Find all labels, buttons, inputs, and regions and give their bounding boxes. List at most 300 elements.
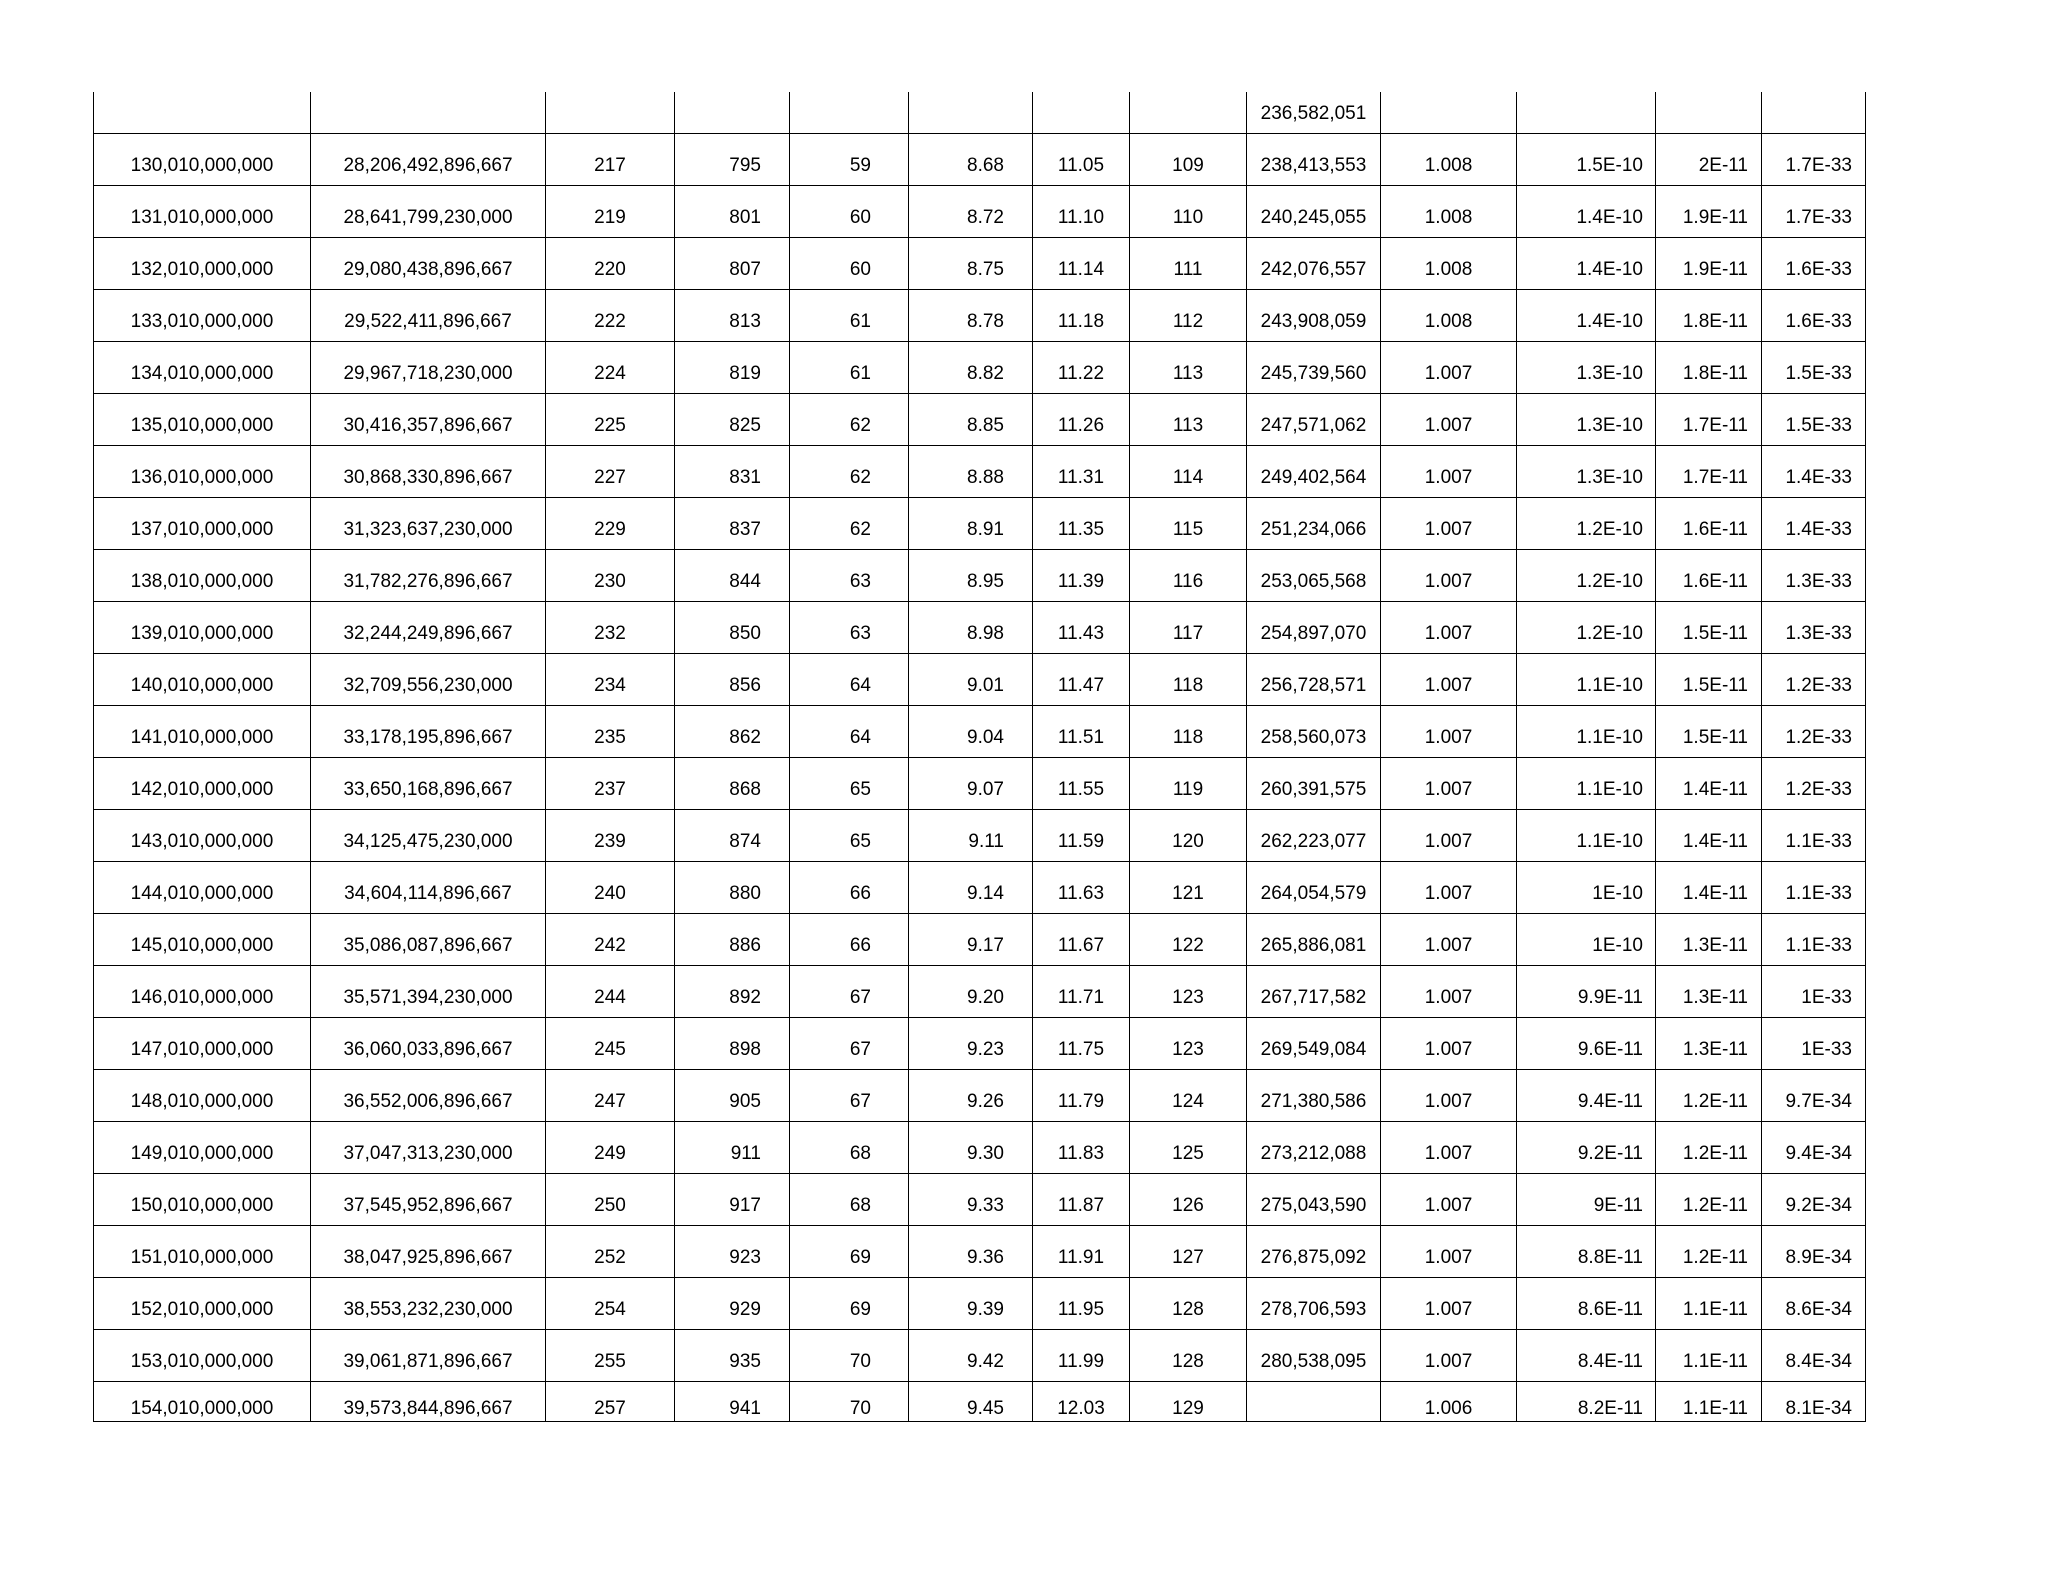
table-cell: 132,010,000,000: [94, 237, 311, 289]
table-cell: 8.91: [909, 497, 1033, 549]
table-cell: 911: [675, 1121, 790, 1173]
table-cell: [1033, 92, 1130, 133]
table-cell: 1.2E-11: [1656, 1173, 1762, 1225]
table-cell: 142,010,000,000: [94, 757, 311, 809]
table-cell: 243,908,059: [1247, 289, 1381, 341]
table-cell: 8.88: [909, 445, 1033, 497]
table-cell: 1.1E-10: [1517, 809, 1656, 861]
table-cell: 253,065,568: [1247, 549, 1381, 601]
table-cell: 276,875,092: [1247, 1225, 1381, 1277]
table-cell: 245: [546, 1017, 675, 1069]
table-cell: 130,010,000,000: [94, 133, 311, 185]
table-cell: 1.6E-33: [1762, 237, 1866, 289]
table-cell: 11.99: [1033, 1329, 1130, 1381]
table-cell: 67: [790, 965, 909, 1017]
table-cell: 121: [1130, 861, 1247, 913]
table-cell: 247: [546, 1069, 675, 1121]
table-cell: 8.95: [909, 549, 1033, 601]
table-row: [94, 861, 1866, 913]
table-cell: 70: [790, 1329, 909, 1381]
table-cell: 1.007: [1381, 1277, 1517, 1329]
table-cell: 38,553,232,230,000: [311, 1277, 546, 1329]
table-cell: 152,010,000,000: [94, 1277, 311, 1329]
table-cell: 247,571,062: [1247, 393, 1381, 445]
table-cell: 271,380,586: [1247, 1069, 1381, 1121]
table-cell: 1.7E-33: [1762, 185, 1866, 237]
table-cell: 35,086,087,896,667: [311, 913, 546, 965]
table-cell: 135,010,000,000: [94, 393, 311, 445]
table-cell: 8.75: [909, 237, 1033, 289]
table-cell: 11.63: [1033, 861, 1130, 913]
table-cell: 137,010,000,000: [94, 497, 311, 549]
table-cell: 1.4E-10: [1517, 289, 1656, 341]
table-cell: 229: [546, 497, 675, 549]
table-cell: 9.11: [909, 809, 1033, 861]
table-cell: [1656, 92, 1762, 133]
table-cell: 11.05: [1033, 133, 1130, 185]
table-cell: 34,604,114,896,667: [311, 861, 546, 913]
table-cell: 217: [546, 133, 675, 185]
table-cell: 1.6E-33: [1762, 289, 1866, 341]
table-cell: 1.3E-33: [1762, 601, 1866, 653]
table-row: [94, 1017, 1866, 1069]
table-cell: 1.2E-11: [1656, 1069, 1762, 1121]
table-cell: 146,010,000,000: [94, 965, 311, 1017]
table-cell: 9.26: [909, 1069, 1033, 1121]
table-cell: 140,010,000,000: [94, 653, 311, 705]
table-cell: 1.007: [1381, 445, 1517, 497]
table-cell: 31,782,276,896,667: [311, 549, 546, 601]
table-cell: 143,010,000,000: [94, 809, 311, 861]
table-cell: 144,010,000,000: [94, 861, 311, 913]
table-cell: 254: [546, 1277, 675, 1329]
table-cell: 62: [790, 393, 909, 445]
table-cell: 131,010,000,000: [94, 185, 311, 237]
table-cell: 868: [675, 757, 790, 809]
table-cell: [546, 92, 675, 133]
table-cell: 9.14: [909, 861, 1033, 913]
table-cell: 32,244,249,896,667: [311, 601, 546, 653]
table-cell: 1.3E-10: [1517, 445, 1656, 497]
table-cell: 1.7E-11: [1656, 393, 1762, 445]
table-cell: 795: [675, 133, 790, 185]
table-cell: 1.2E-11: [1656, 1225, 1762, 1277]
table-cell: 11.67: [1033, 913, 1130, 965]
table-cell: 819: [675, 341, 790, 393]
table-cell: 67: [790, 1069, 909, 1121]
table-cell: 64: [790, 653, 909, 705]
table-cell: 62: [790, 497, 909, 549]
table-cell: 33,650,168,896,667: [311, 757, 546, 809]
table-cell: 36,060,033,896,667: [311, 1017, 546, 1069]
data-table: [93, 92, 1866, 1422]
table-cell: 37,545,952,896,667: [311, 1173, 546, 1225]
table-cell: 1E-10: [1517, 861, 1656, 913]
table-cell: 1.007: [1381, 393, 1517, 445]
table-cell: 127: [1130, 1225, 1247, 1277]
table-cell: 1.9E-11: [1656, 185, 1762, 237]
table-row: [94, 289, 1866, 341]
table-cell: 892: [675, 965, 790, 1017]
table-cell: 69: [790, 1225, 909, 1277]
table-cell: 1.007: [1381, 549, 1517, 601]
table-cell: 240: [546, 861, 675, 913]
table-cell: 1.5E-10: [1517, 133, 1656, 185]
table-cell: 118: [1130, 653, 1247, 705]
table-cell: 114: [1130, 445, 1247, 497]
table-row: [94, 133, 1866, 185]
table-cell: 11.59: [1033, 809, 1130, 861]
table-cell: 9.4E-11: [1517, 1069, 1656, 1121]
table-cell: 69: [790, 1277, 909, 1329]
table-cell: 30,868,330,896,667: [311, 445, 546, 497]
table-cell: 1.6E-11: [1656, 549, 1762, 601]
table-cell: 234: [546, 653, 675, 705]
table-cell: 1.008: [1381, 237, 1517, 289]
table-cell: 8.1E-34: [1762, 1381, 1866, 1421]
table-cell: 9.17: [909, 913, 1033, 965]
table-cell: 11.75: [1033, 1017, 1130, 1069]
table-cell: 1.4E-11: [1656, 809, 1762, 861]
table-cell: 68: [790, 1121, 909, 1173]
table-cell: 63: [790, 549, 909, 601]
table-cell: 133,010,000,000: [94, 289, 311, 341]
table-row: [94, 549, 1866, 601]
table-cell: 225: [546, 393, 675, 445]
table-cell: 1.1E-10: [1517, 705, 1656, 757]
table-cell: [909, 92, 1033, 133]
table-cell: 149,010,000,000: [94, 1121, 311, 1173]
table-row: [94, 185, 1866, 237]
table-cell: [790, 92, 909, 133]
table-cell: 249: [546, 1121, 675, 1173]
table-cell: 36,552,006,896,667: [311, 1069, 546, 1121]
table-cell: 255: [546, 1329, 675, 1381]
table-cell: 837: [675, 497, 790, 549]
table-row: [94, 913, 1866, 965]
table-cell: [1762, 92, 1866, 133]
table-cell: 1.007: [1381, 965, 1517, 1017]
table-cell: 280,538,095: [1247, 1329, 1381, 1381]
table-row: [94, 1277, 1866, 1329]
table-cell: 1.3E-11: [1656, 1017, 1762, 1069]
table-cell: 801: [675, 185, 790, 237]
table-cell: [1130, 92, 1247, 133]
table-cell: 1.9E-11: [1656, 237, 1762, 289]
table-cell: 267,717,582: [1247, 965, 1381, 1017]
table-body: [94, 92, 1866, 1421]
table-cell: 825: [675, 393, 790, 445]
table-cell: 1.008: [1381, 185, 1517, 237]
table-cell: 39,061,871,896,667: [311, 1329, 546, 1381]
table-cell: 1.007: [1381, 757, 1517, 809]
table-cell: 1.1E-33: [1762, 861, 1866, 913]
table-cell: 39,573,844,896,667: [311, 1381, 546, 1421]
table-cell: 11.43: [1033, 601, 1130, 653]
table-cell: 844: [675, 549, 790, 601]
table-cell: 807: [675, 237, 790, 289]
table-cell: [311, 92, 546, 133]
table-cell: 113: [1130, 341, 1247, 393]
table-cell: 9.36: [909, 1225, 1033, 1277]
table-cell: 905: [675, 1069, 790, 1121]
table-cell: 115: [1130, 497, 1247, 549]
table-cell: 1.4E-10: [1517, 237, 1656, 289]
table-cell: 111: [1130, 237, 1247, 289]
table-cell: 1.4E-11: [1656, 757, 1762, 809]
table-cell: 9.42: [909, 1329, 1033, 1381]
table-row: [94, 1225, 1866, 1277]
table-cell: 154,010,000,000: [94, 1381, 311, 1421]
table-cell: 8.85: [909, 393, 1033, 445]
table-cell: 8.9E-34: [1762, 1225, 1866, 1277]
table-cell: 148,010,000,000: [94, 1069, 311, 1121]
table-cell: 1.2E-10: [1517, 497, 1656, 549]
table-cell: 11.39: [1033, 549, 1130, 601]
table-cell: 120: [1130, 809, 1247, 861]
table-cell: 11.35: [1033, 497, 1130, 549]
table-cell: 8.2E-11: [1517, 1381, 1656, 1421]
table-row: [94, 237, 1866, 289]
table-cell: 1.2E-33: [1762, 653, 1866, 705]
table-cell: 1.008: [1381, 133, 1517, 185]
table-cell: 29,967,718,230,000: [311, 341, 546, 393]
table-cell: 122: [1130, 913, 1247, 965]
table-cell: 856: [675, 653, 790, 705]
table-cell: 1.007: [1381, 1173, 1517, 1225]
table-cell: 265,886,081: [1247, 913, 1381, 965]
table-cell: 275,043,590: [1247, 1173, 1381, 1225]
table-cell: 123: [1130, 965, 1247, 1017]
table-cell: 63: [790, 601, 909, 653]
table-cell: 8.8E-11: [1517, 1225, 1656, 1277]
table-row: [94, 1329, 1866, 1381]
table-cell: 1.8E-11: [1656, 289, 1762, 341]
table-cell: [94, 92, 311, 133]
table-cell: 8.98: [909, 601, 1033, 653]
table-cell: 1.007: [1381, 341, 1517, 393]
table-cell: 11.95: [1033, 1277, 1130, 1329]
table-row: [94, 92, 1866, 133]
table-row: [94, 965, 1866, 1017]
table-cell: 224: [546, 341, 675, 393]
table-cell: 66: [790, 861, 909, 913]
table-cell: 139,010,000,000: [94, 601, 311, 653]
table-cell: 128: [1130, 1277, 1247, 1329]
table-cell: 1.1E-10: [1517, 653, 1656, 705]
table-cell: 8.6E-11: [1517, 1277, 1656, 1329]
table-cell: 66: [790, 913, 909, 965]
table-cell: 147,010,000,000: [94, 1017, 311, 1069]
table-row: [94, 341, 1866, 393]
table-cell: [1517, 92, 1656, 133]
table-cell: 1.2E-11: [1656, 1121, 1762, 1173]
table-cell: 112: [1130, 289, 1247, 341]
table-cell: 252: [546, 1225, 675, 1277]
table-cell: 1.4E-11: [1656, 861, 1762, 913]
table-cell: 60: [790, 185, 909, 237]
table-row: [94, 653, 1866, 705]
table-cell: 68: [790, 1173, 909, 1225]
table-cell: 129: [1130, 1381, 1247, 1421]
table-cell: 9.30: [909, 1121, 1033, 1173]
table-cell: 1.3E-11: [1656, 965, 1762, 1017]
table-cell: 8.82: [909, 341, 1033, 393]
table-cell: 1.5E-11: [1656, 653, 1762, 705]
table-cell: 220: [546, 237, 675, 289]
table-cell: [1381, 92, 1517, 133]
table-cell: 813: [675, 289, 790, 341]
table-cell: 9.33: [909, 1173, 1033, 1225]
table-cell: 1.4E-33: [1762, 445, 1866, 497]
table-cell: 245,739,560: [1247, 341, 1381, 393]
table-cell: 238,413,553: [1247, 133, 1381, 185]
table-cell: 9E-11: [1517, 1173, 1656, 1225]
table-cell: 28,641,799,230,000: [311, 185, 546, 237]
table-cell: 1.1E-33: [1762, 809, 1866, 861]
table-row: [94, 445, 1866, 497]
table-cell: 1.007: [1381, 913, 1517, 965]
table-cell: 30,416,357,896,667: [311, 393, 546, 445]
table-cell: 222: [546, 289, 675, 341]
table-cell: 232: [546, 601, 675, 653]
table-cell: 1.1E-10: [1517, 757, 1656, 809]
table-cell: 929: [675, 1277, 790, 1329]
table-cell: 8.78: [909, 289, 1033, 341]
table-cell: 237: [546, 757, 675, 809]
table-cell: 257: [546, 1381, 675, 1421]
table-cell: 153,010,000,000: [94, 1329, 311, 1381]
table-cell: 249,402,564: [1247, 445, 1381, 497]
table-cell: [675, 92, 790, 133]
table-cell: 1.1E-11: [1656, 1277, 1762, 1329]
table-cell: 11.14: [1033, 237, 1130, 289]
table-cell: 236,582,051: [1247, 92, 1381, 133]
table-cell: 9.2E-34: [1762, 1173, 1866, 1225]
table-cell: 1.2E-33: [1762, 757, 1866, 809]
table-cell: 33,178,195,896,667: [311, 705, 546, 757]
table-cell: 1.007: [1381, 497, 1517, 549]
table-cell: 67: [790, 1017, 909, 1069]
table-cell: 9.04: [909, 705, 1033, 757]
table-cell: 1.3E-10: [1517, 393, 1656, 445]
table-cell: 9.20: [909, 965, 1033, 1017]
table-cell: 250: [546, 1173, 675, 1225]
table-cell: 9.2E-11: [1517, 1121, 1656, 1173]
table-cell: 244: [546, 965, 675, 1017]
table-cell: 11.47: [1033, 653, 1130, 705]
table-cell: 264,054,579: [1247, 861, 1381, 913]
table-cell: 242,076,557: [1247, 237, 1381, 289]
table-cell: 9.9E-11: [1517, 965, 1656, 1017]
table-row: [94, 393, 1866, 445]
table-cell: 1.007: [1381, 1069, 1517, 1121]
table-cell: 1.5E-11: [1656, 601, 1762, 653]
table-cell: 61: [790, 289, 909, 341]
table-cell: 2E-11: [1656, 133, 1762, 185]
table-cell: 151,010,000,000: [94, 1225, 311, 1277]
table-cell: 11.26: [1033, 393, 1130, 445]
table-cell: 1.1E-33: [1762, 913, 1866, 965]
table-cell: 145,010,000,000: [94, 913, 311, 965]
table-cell: 9.01: [909, 653, 1033, 705]
table-cell: 1.7E-11: [1656, 445, 1762, 497]
table-cell: 874: [675, 809, 790, 861]
table-cell: 1.2E-10: [1517, 549, 1656, 601]
table-cell: 240,245,055: [1247, 185, 1381, 237]
table-cell: 9.45: [909, 1381, 1033, 1421]
table-cell: 239: [546, 809, 675, 861]
table-cell: 8.4E-11: [1517, 1329, 1656, 1381]
table-cell: 1.2E-33: [1762, 705, 1866, 757]
table-cell: 1.1E-11: [1656, 1329, 1762, 1381]
table-cell: 1.007: [1381, 1225, 1517, 1277]
table-cell: 242: [546, 913, 675, 965]
table-cell: 61: [790, 341, 909, 393]
table-cell: 1.3E-11: [1656, 913, 1762, 965]
table-cell: 1.3E-33: [1762, 549, 1866, 601]
table-cell: 8.6E-34: [1762, 1277, 1866, 1329]
table-cell: 34,125,475,230,000: [311, 809, 546, 861]
table-row: [94, 497, 1866, 549]
table-cell: 251,234,066: [1247, 497, 1381, 549]
table-cell: 9.39: [909, 1277, 1033, 1329]
table-cell: 118: [1130, 705, 1247, 757]
table-cell: 9.4E-34: [1762, 1121, 1866, 1173]
table-cell: 273,212,088: [1247, 1121, 1381, 1173]
table-cell: 1E-33: [1762, 1017, 1866, 1069]
table-cell: 260,391,575: [1247, 757, 1381, 809]
table-cell: 1.008: [1381, 289, 1517, 341]
table-cell: 935: [675, 1329, 790, 1381]
table-cell: 11.87: [1033, 1173, 1130, 1225]
table-cell: 70: [790, 1381, 909, 1421]
table-cell: 138,010,000,000: [94, 549, 311, 601]
table-cell: 11.71: [1033, 965, 1130, 1017]
table-cell: 9.7E-34: [1762, 1069, 1866, 1121]
table-cell: 886: [675, 913, 790, 965]
table-row: [94, 809, 1866, 861]
table-cell: 1E-10: [1517, 913, 1656, 965]
table-cell: 235: [546, 705, 675, 757]
table-cell: 123: [1130, 1017, 1247, 1069]
table-cell: 1.1E-11: [1656, 1381, 1762, 1421]
table-cell: 8.4E-34: [1762, 1329, 1866, 1381]
table-cell: 29,080,438,896,667: [311, 237, 546, 289]
table-cell: 1.2E-10: [1517, 601, 1656, 653]
table-cell: 60: [790, 237, 909, 289]
table-cell: 1.007: [1381, 653, 1517, 705]
table-cell: 31,323,637,230,000: [311, 497, 546, 549]
table-cell: 258,560,073: [1247, 705, 1381, 757]
table-cell: 119: [1130, 757, 1247, 809]
table-cell: 1.5E-33: [1762, 393, 1866, 445]
table-cell: 134,010,000,000: [94, 341, 311, 393]
table-cell: 1E-33: [1762, 965, 1866, 1017]
table-row: [94, 1173, 1866, 1225]
table-cell: 831: [675, 445, 790, 497]
table-cell: 65: [790, 757, 909, 809]
table-cell: [1247, 1381, 1381, 1421]
table-cell: 62: [790, 445, 909, 497]
table-cell: 9.6E-11: [1517, 1017, 1656, 1069]
table-cell: 126: [1130, 1173, 1247, 1225]
table-cell: 254,897,070: [1247, 601, 1381, 653]
table-cell: 11.22: [1033, 341, 1130, 393]
table-cell: 1.007: [1381, 809, 1517, 861]
table-cell: 1.6E-11: [1656, 497, 1762, 549]
table-cell: 113: [1130, 393, 1247, 445]
